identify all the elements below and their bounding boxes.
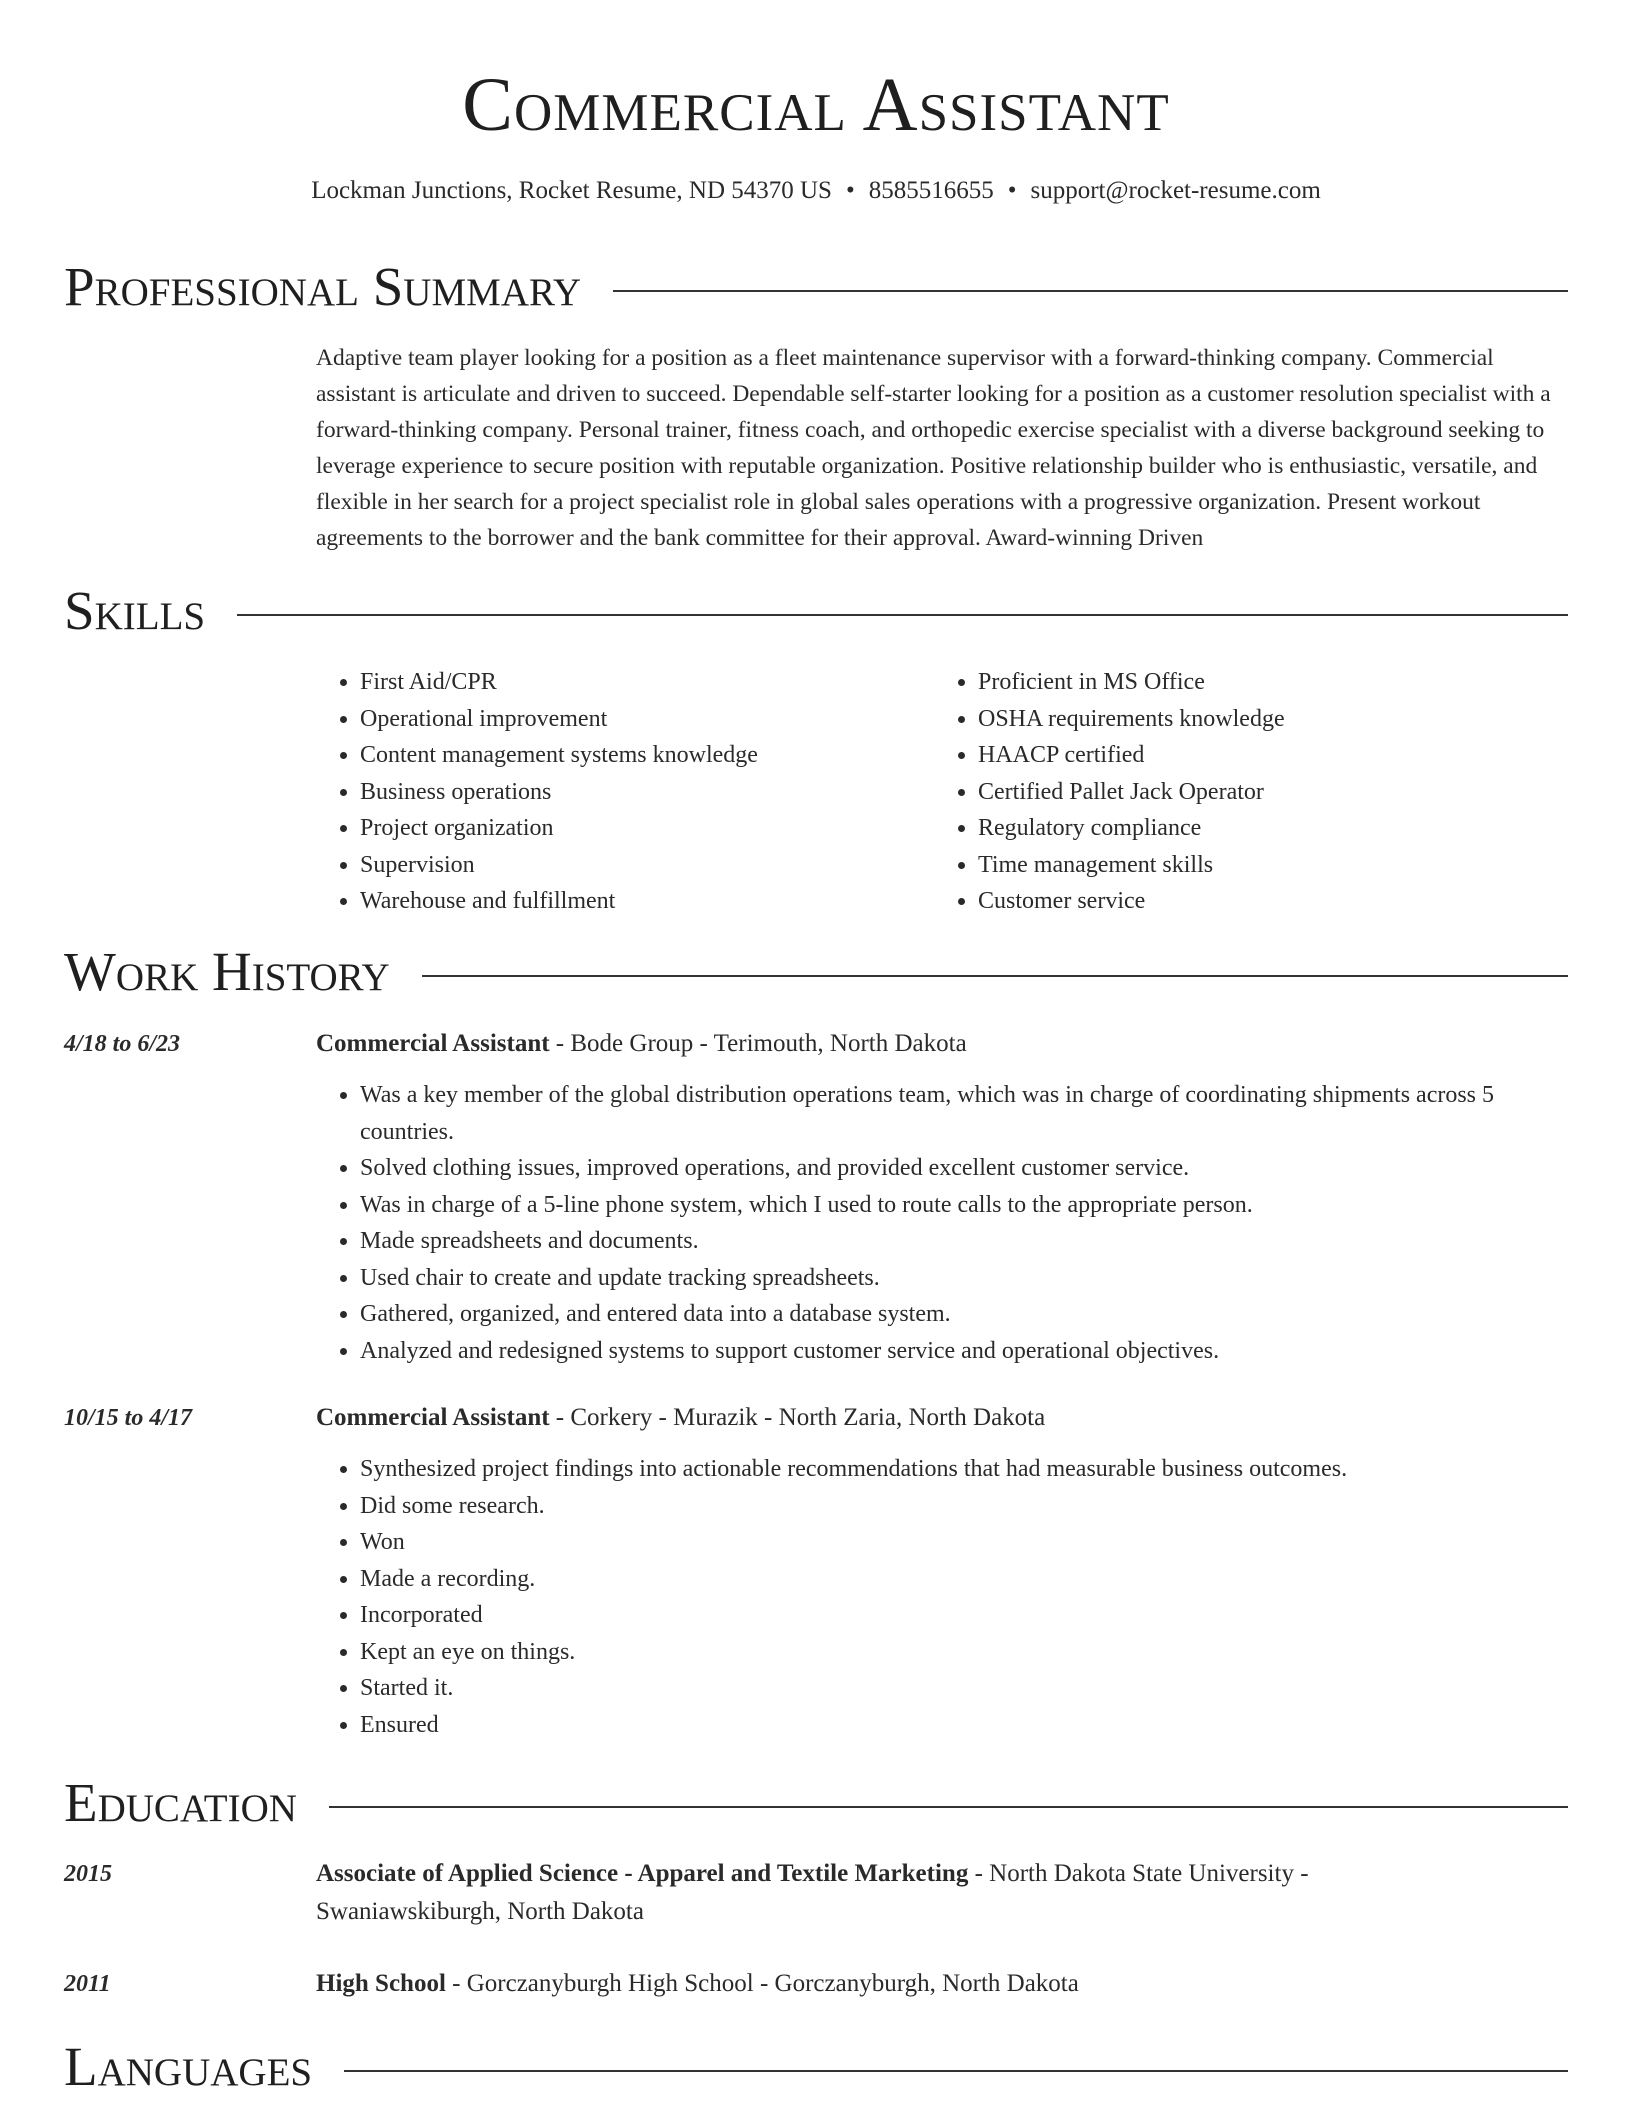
education-year: 2015 [64, 1861, 112, 1887]
job-dates: 4/18 to 6/23 [64, 1031, 181, 1057]
skill-item: • Project organization [360, 810, 916, 847]
job-title: Commercial Assistant [316, 1030, 550, 1057]
job-bullet: • Was a key member of the global distribution operations team, which was in charge of coordinating shipments across 5 countries. [360, 1077, 1576, 1150]
languages-section-header [64, 2036, 1568, 2098]
job-bullet: • Did some research. [360, 1488, 1576, 1525]
skill-item: • Customer service [978, 883, 1534, 920]
job-bullet-list [316, 1451, 1576, 1743]
job-bullet: • Made spreadsheets and documents. [360, 1223, 1576, 1260]
education-section-header [64, 1772, 1568, 1834]
job-bullet: • Used chair to create and update tracking spreadsheets. [360, 1260, 1576, 1297]
education-degree: High School [316, 1970, 446, 1997]
skills-section-header [64, 580, 1568, 642]
skill-item: • Regulatory compliance [978, 810, 1534, 847]
skills-section-title: Skills [64, 580, 206, 641]
job-bullet: • Made a recording. [360, 1561, 1576, 1598]
section-divider [422, 975, 1568, 977]
languages-section-title: Languages [64, 2036, 313, 2097]
work-section-title: Work History [64, 941, 390, 1002]
job-bullet: • Was in charge of a 5-line phone system, which I used to route calls to the appropriate person. [360, 1187, 1576, 1224]
section-divider [237, 614, 1568, 616]
job-bullet-list [316, 1077, 1576, 1369]
job-bullet: • Solved clothing issues, improved operations, and provided excellent customer service. [360, 1150, 1576, 1187]
summary-section-title: Professional Summary [64, 256, 582, 317]
section-divider [344, 2070, 1568, 2072]
job-bullet: • Kept an eye on things. [360, 1634, 1576, 1671]
skills-column-right [934, 664, 1534, 920]
job-bullet: • Gathered, organized, and entered data into a database system. [360, 1296, 1576, 1333]
skill-item: • First Aid/CPR [360, 664, 916, 701]
skill-item: • Proficient in MS Office [978, 664, 1534, 701]
job-bullet: • Won [360, 1524, 1576, 1561]
work-section-header [64, 941, 1568, 1003]
job-dates: 10/15 to 4/17 [64, 1405, 193, 1431]
education-heading [316, 1855, 1456, 1931]
job-employer: - Bode Group - Terimouth, North Dakota [549, 1030, 967, 1057]
skill-item: • Content management systems knowledge [360, 737, 916, 774]
contact-separator: • [845, 177, 855, 204]
job-bullet: • Analyzed and redesigned systems to support customer service and operational objectives. [360, 1333, 1576, 1370]
education-year: 2011 [64, 1971, 111, 1997]
education-school: - Gorczanyburgh High School - Gorczanyburgh, North Dakota [445, 1970, 1079, 1997]
contact-email: support@rocket-resume.com [1030, 177, 1321, 204]
section-divider [613, 290, 1568, 292]
job-bullet: • Ensured [360, 1707, 1576, 1744]
skill-item: • Business operations [360, 774, 916, 811]
summary-section-header [64, 256, 1568, 318]
job-heading [316, 1399, 1456, 1437]
candidate-name: Commercial Assistant [462, 63, 1170, 147]
contact-line [0, 174, 1632, 208]
skill-item: • Warehouse and fulfillment [360, 883, 916, 920]
education-heading [316, 1965, 1456, 2003]
job-bullet: • Synthesized project findings into actionable recommendations that had measurable business outcomes. [360, 1451, 1576, 1488]
skill-item: • OSHA requirements knowledge [978, 701, 1534, 738]
section-divider [329, 1806, 1568, 1808]
job-bullet: • Incorporated [360, 1597, 1576, 1634]
summary-text: Adaptive team player looking for a position as a fleet maintenance supervisor with a forward-thinking company. Commercial assistant is articulate and driven to succeed. Dependable self-starter looking for a position as a customer resolution specialist with a forward-thinking company. Personal trainer, fitness coach, and orthopedic exercise specialist with a diverse background seeking to leverage experience to secure position with reputable organization. Positive relationship builder who is enthusiastic, versatile, and flexible in her search for a project specialist role in global sales operations with a progressive organization. Present workout agreements to the borrower and the bank committee for their approval. Award-winning Driven [316, 345, 1551, 551]
contact-address: Lockman Junctions, Rocket Resume, ND 54370 US [311, 177, 832, 204]
skill-item: • HAACP certified [978, 737, 1534, 774]
skill-item: • Time management skills [978, 847, 1534, 884]
skill-item: • Certified Pallet Jack Operator [978, 774, 1534, 811]
job-bullet: • Started it. [360, 1670, 1576, 1707]
education-school: - North Dakota State University - Swaniawskiburgh, North Dakota [316, 1860, 1309, 1925]
education-degree: Associate of Applied Science - Apparel and Textile Marketing [316, 1860, 969, 1887]
skill-item: • Operational improvement [360, 701, 916, 738]
contact-separator: • [1007, 177, 1017, 204]
contact-phone: 8585516655 [868, 177, 994, 204]
education-section-title: Education [64, 1772, 297, 1833]
skills-column-left [316, 664, 916, 920]
job-heading [316, 1025, 1456, 1063]
job-title: Commercial Assistant [316, 1404, 550, 1431]
job-employer: - Corkery - Murazik - North Zaria, North Dakota [549, 1404, 1046, 1431]
skill-item: • Supervision [360, 847, 916, 884]
